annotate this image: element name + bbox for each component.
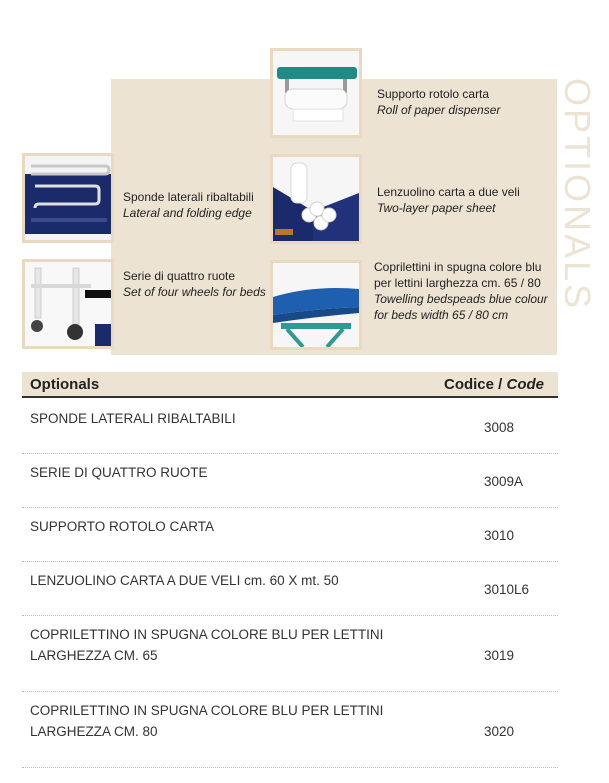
row-desc-line1: LENZUOLINO CARTA A DUE VELI cm. 60 X mt. 50 xyxy=(30,573,339,588)
row-code: 3019 xyxy=(484,648,515,663)
header-code xyxy=(444,376,544,393)
caption-en-line1: Towelling bedspeads blue colour xyxy=(374,292,548,306)
caption-wheels xyxy=(123,268,266,300)
wheels-illustration xyxy=(25,262,111,346)
table-header xyxy=(22,372,558,398)
row-code: 3009A xyxy=(484,474,524,489)
caption-en: Roll of paper dispenser xyxy=(377,103,501,117)
caption-en: Two-layer paper sheet xyxy=(377,201,496,215)
table-row xyxy=(22,400,558,454)
row-description xyxy=(30,570,390,591)
caption-folding-edge xyxy=(123,189,254,221)
folding-edge-photo xyxy=(22,153,114,243)
table-row xyxy=(22,616,558,692)
header-code-it: Codice / xyxy=(443,376,507,393)
table-row xyxy=(22,692,558,768)
caption-bedspread xyxy=(374,259,548,323)
caption-paper-sheet xyxy=(377,184,520,216)
paper-sheet-photo xyxy=(270,154,362,244)
row-description xyxy=(30,624,390,666)
caption-en: Set of four wheels for beds xyxy=(123,285,266,299)
row-desc-line1: SERIE DI QUATTRO RUOTE xyxy=(30,465,208,480)
row-desc-line1: SPONDE LATERALI RIBALTABILI xyxy=(30,411,236,426)
row-description xyxy=(30,408,390,429)
header-optionals: Optionals xyxy=(30,376,100,393)
bedspread-illustration xyxy=(273,263,359,347)
caption-en-line2: for beds width 65 / 80 cm xyxy=(374,308,509,322)
paper-sheet-illustration xyxy=(273,157,359,241)
row-desc-line2: LARGHEZZA CM. 65 xyxy=(30,648,158,663)
row-code: 3010 xyxy=(484,528,515,543)
side-title: OPTIONALS xyxy=(557,78,598,312)
row-code: 3008 xyxy=(484,420,515,435)
table-row xyxy=(22,562,558,616)
caption-it: Lenzuolino carta a due veli xyxy=(377,185,520,199)
row-description xyxy=(30,462,390,483)
table-row xyxy=(22,508,558,562)
paper-roll-photo xyxy=(270,48,362,138)
row-desc-line2: LARGHEZZA CM. 80 xyxy=(30,724,158,739)
wheels-photo xyxy=(22,259,114,349)
caption-it: Serie di quattro ruote xyxy=(123,269,236,283)
row-code: 3010L6 xyxy=(484,582,530,597)
caption-it-line2: per lettini larghezza cm. 65 / 80 xyxy=(374,276,541,290)
table-row xyxy=(22,454,558,508)
folding-edge-illustration xyxy=(25,156,111,240)
row-desc-line1: SUPPORTO ROTOLO CARTA xyxy=(30,519,215,534)
row-code: 3020 xyxy=(484,724,515,739)
caption-it: Supporto rotolo carta xyxy=(377,87,490,101)
paper-roll-illustration xyxy=(273,51,359,135)
row-desc-line1: COPRILETTINO IN SPUGNA COLORE BLU PER LETTINI xyxy=(30,703,384,718)
caption-it: Sponde laterali ribaltabili xyxy=(123,190,254,204)
caption-en: Lateral and folding edge xyxy=(123,206,252,220)
caption-paper-roll xyxy=(377,86,500,118)
row-description xyxy=(30,700,390,742)
row-description xyxy=(30,516,390,537)
row-desc-line1: COPRILETTINO IN SPUGNA COLORE BLU PER LETTINI xyxy=(30,627,384,642)
caption-it-line1: Coprilettini in spugna colore blu xyxy=(374,260,542,274)
header-code-en: Code xyxy=(506,376,544,393)
bedspread-photo xyxy=(270,260,362,350)
